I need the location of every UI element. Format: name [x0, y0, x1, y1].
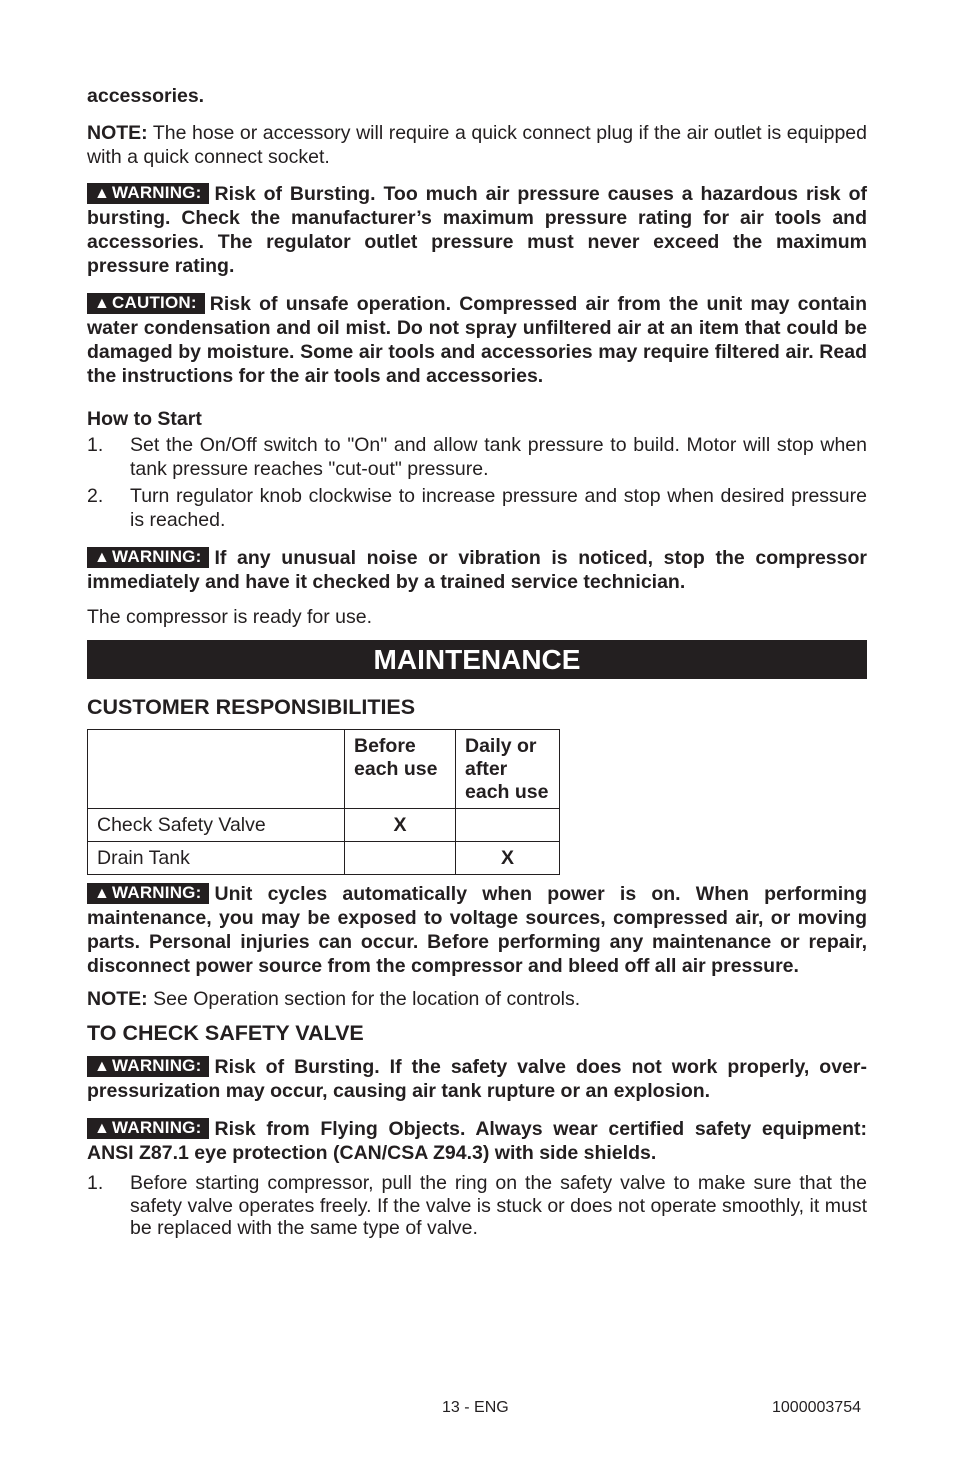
- responsibilities-table: [87, 729, 560, 875]
- note-label: NOTE:: [87, 122, 148, 144]
- table-cell: X: [456, 842, 560, 875]
- table-cell: Check Safety Valve: [88, 809, 345, 842]
- warning-text: Risk from Flying Objects. Always wear certified safety equipment: ANSI Z87.1 eye protection (CAN/CSA Z94.3) with side shields.: [87, 1118, 867, 1164]
- page-number: 13 - ENG: [442, 1399, 509, 1416]
- warning-badge: ▲ WARNING:: [87, 1056, 209, 1077]
- note-paragraph: [87, 121, 867, 169]
- how-to-start-heading: How to Start: [87, 408, 202, 430]
- warning-triangle-icon: ▲: [94, 1120, 111, 1137]
- warning-flying-objects: [87, 1117, 867, 1165]
- warning-badge: ▲ WARNING:: [87, 183, 209, 204]
- list-item: 2. Turn regulator knob clockwise to increase pressure and stop when desired pressure is reached.: [87, 485, 867, 531]
- warning-noise: [87, 546, 867, 594]
- table-cell: X: [345, 809, 456, 842]
- warning-text: If any unusual noise or vibration is noticed, stop the compressor immediately and have it checked by a trained service technician.: [87, 547, 867, 593]
- table-cell: [456, 809, 560, 842]
- warning-triangle-icon: ▲: [94, 885, 111, 902]
- manual-page: [87, 84, 867, 1240]
- warning-bursting: [87, 182, 867, 278]
- customer-responsibilities-heading: CUSTOMER RESPONSIBILITIES: [87, 695, 416, 719]
- warning-triangle-icon: ▲: [94, 295, 111, 312]
- continued-text: accessories.: [87, 85, 205, 107]
- warning-text: Risk of Bursting. If the safety valve does not work properly, over-pressurization may occur, causing air tank rupture or an explosion.: [87, 1056, 867, 1102]
- warning-badge: ▲ WARNING:: [87, 547, 209, 568]
- table-cell: [345, 842, 456, 875]
- list-item: 1. Before starting compressor, pull the ring on the safety valve to make sure that the safety valve operates freely. If the valve is stuck or does not operate smoothly, it must be replaced with the same type of valve.: [87, 1172, 867, 1239]
- table-row: [88, 842, 560, 875]
- warning-text: Unit cycles automatically when power is on. When performing maintenance, you may be exposed to voltage sources, compressed air, or moving parts. Personal injuries can occur. Before performing any maintenance or repair, disconnect power source from the compressor and bleed off all air pressure.: [87, 883, 867, 977]
- caution-badge: ▲ CAUTION:: [87, 293, 205, 314]
- table-row: [88, 809, 560, 842]
- document-number: 1000003754: [772, 1399, 861, 1416]
- safety-valve-list: [87, 1172, 867, 1240]
- header-cell: Before each use: [345, 730, 456, 809]
- how-to-start-list: [87, 433, 867, 532]
- header-cell: [88, 730, 345, 809]
- warning-badge: ▲ WARNING:: [87, 1118, 209, 1139]
- warning-badge: ▲ WARNING:: [87, 883, 209, 904]
- ready-text: The compressor is ready for use.: [87, 606, 373, 628]
- warning-triangle-icon: ▲: [94, 185, 111, 202]
- note-controls: [87, 987, 867, 1011]
- warning-valve-bursting: [87, 1055, 867, 1103]
- warning-text: Risk of Bursting. Too much air pressure causes a hazardous risk of bursting. Check the manufacturer’s maximum pressure rating for air tools and accessories. The regulator outlet pressure must never exceed the maximum pressure rating.: [87, 183, 867, 277]
- warning-triangle-icon: ▲: [94, 1058, 111, 1075]
- table-cell: Drain Tank: [88, 842, 345, 875]
- warning-cycles: [87, 882, 867, 978]
- note-text: See Operation section for the location of controls.: [147, 988, 581, 1010]
- caution-unsafe-operation: [87, 292, 867, 388]
- caution-text: Risk of unsafe operation. Compressed air from the unit may contain water condensation and oil mist. Do not spray unfiltered air at an item that could be damaged by moisture. Some air tools and accessories may require filtered air. Read the instructions for the air tools and accessories.: [87, 293, 867, 387]
- maintenance-title: MAINTENANCE: [87, 640, 867, 679]
- warning-triangle-icon: ▲: [94, 549, 111, 566]
- table-header-row: [88, 730, 560, 809]
- header-cell: Daily or after each use: [456, 730, 560, 809]
- safety-valve-heading: TO CHECK SAFETY VALVE: [87, 1021, 364, 1045]
- note-text: The hose or accessory will require a quick connect plug if the air outlet is equipped with a quick connect socket.: [87, 122, 867, 168]
- list-item: 1. Set the On/Off switch to "On" and allow tank pressure to build. Motor will stop when tank pressure reaches "cut-out" pressure.: [87, 434, 867, 480]
- note-label: NOTE:: [87, 988, 148, 1010]
